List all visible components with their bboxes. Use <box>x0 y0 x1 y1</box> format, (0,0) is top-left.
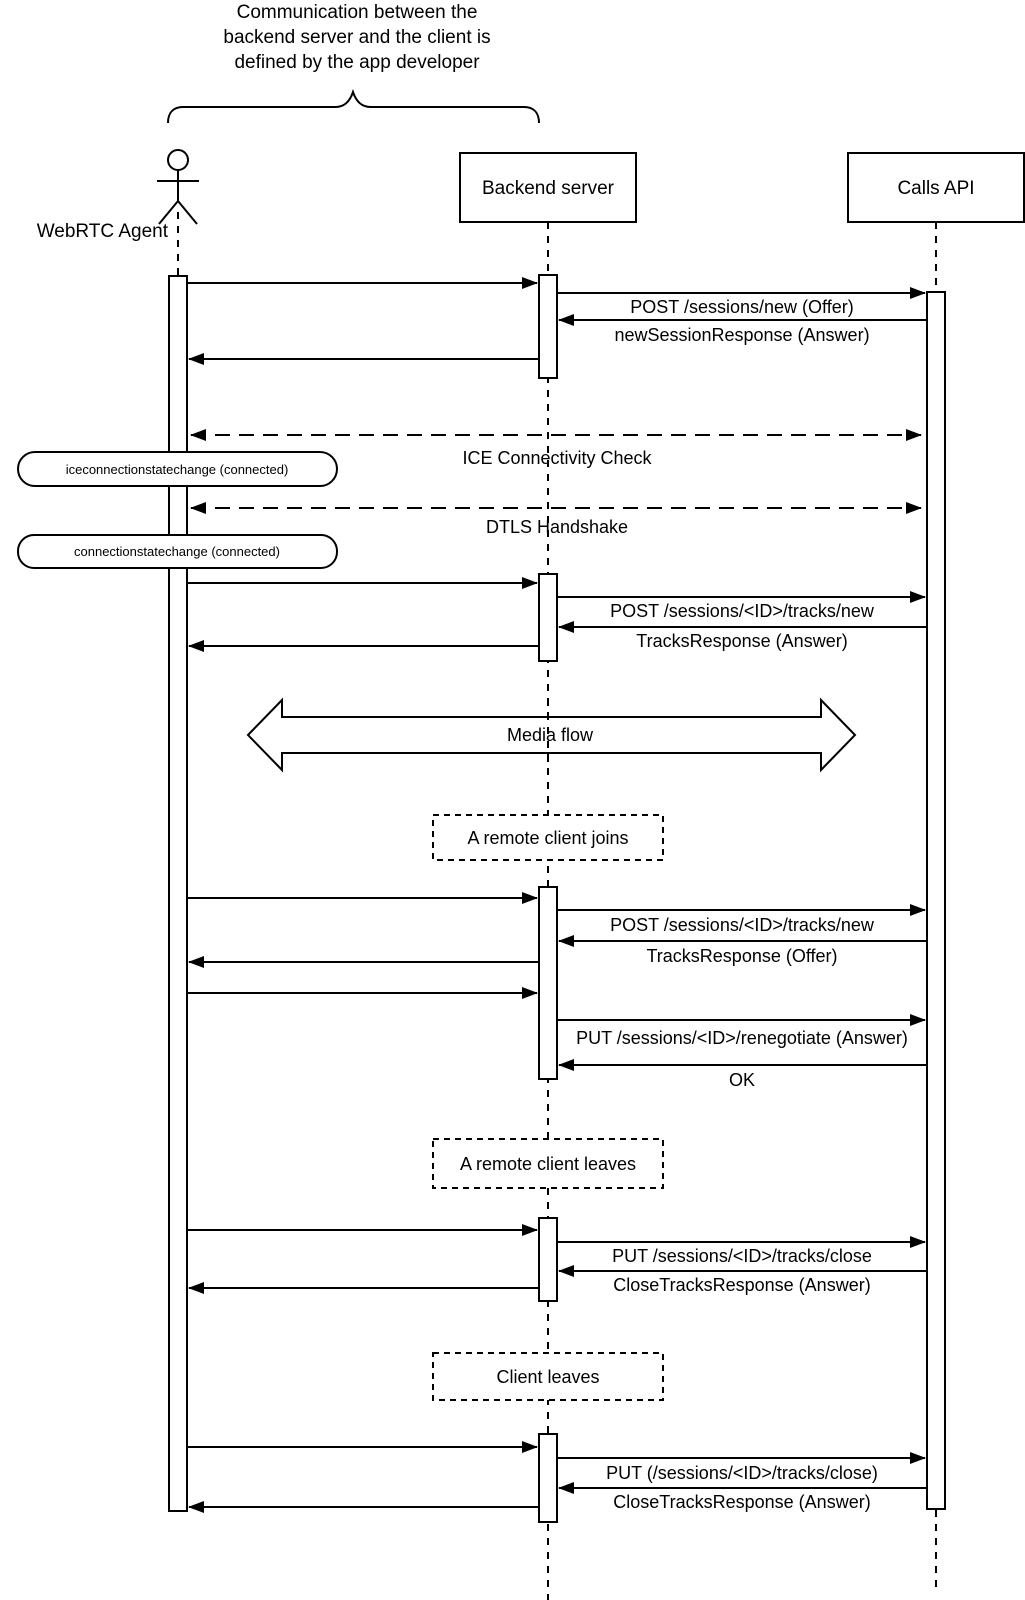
msg-ice-check: ICE Connectivity Check <box>462 448 652 468</box>
actor-head <box>168 150 188 170</box>
participant-agent <box>37 150 199 242</box>
backend-label: Backend server <box>481 178 615 199</box>
backend-activation-4 <box>539 1218 557 1301</box>
msg-tracks-response-answer: TracksResponse (Answer) <box>636 631 848 651</box>
annotation-line-3: defined by the app developer <box>234 52 480 73</box>
msg-put-tracks-close-1: PUT /sessions/<ID>/tracks/close <box>612 1246 872 1266</box>
msg-post-tracks-new-2: POST /sessions/<ID>/tracks/new <box>610 915 874 935</box>
event-iceconnectionstatechange <box>18 452 337 486</box>
media-flow-label: Media flow <box>506 725 594 745</box>
note-remote-client-leaves <box>433 1139 663 1188</box>
actor-leg-right <box>178 201 197 224</box>
backend-activation-2 <box>539 574 557 661</box>
brace <box>168 92 539 123</box>
participant-backend <box>460 153 636 222</box>
msg-dtls-handshake: DTLS Handshake <box>485 517 629 537</box>
backend-activation-5 <box>539 1434 557 1522</box>
event-connectionstatechange <box>18 535 337 568</box>
msg-close-tracks-response-1: CloseTracksResponse (Answer) <box>613 1275 871 1295</box>
note-leaves-label: A remote client leaves <box>459 1154 637 1174</box>
event-pill-2-label: connectionstatechange (connected) <box>74 544 280 559</box>
note-client-leaves-label: Client leaves <box>496 1367 600 1387</box>
msg-ok: OK <box>728 1070 756 1090</box>
note-remote-client-joins <box>433 815 663 860</box>
msg-put-renegotiate: PUT /sessions/<ID>/renegotiate (Answer) <box>576 1028 908 1048</box>
participant-calls-api <box>848 153 1024 222</box>
event-pill-1-label: iceconnectionstatechange (connected) <box>65 462 289 477</box>
media-flow-arrow <box>248 699 855 771</box>
msg-tracks-response-offer: TracksResponse (Offer) <box>646 946 838 966</box>
annotation-note <box>168 2 539 123</box>
calls-api-label: Calls API <box>897 178 975 199</box>
agent-label: WebRTC Agent <box>36 221 168 242</box>
note-joins-label: A remote client joins <box>467 828 629 848</box>
msg-put-tracks-close-2: PUT (/sessions/<ID>/tracks/close) <box>606 1463 878 1483</box>
msg-post-tracks-new-1: POST /sessions/<ID>/tracks/new <box>610 601 874 621</box>
annotation-line-2: backend server and the client is <box>223 27 491 48</box>
msg-post-sessions-new: POST /sessions/new (Offer) <box>630 297 854 317</box>
annotation-line-1: Communication between the <box>236 2 478 23</box>
note-client-leaves <box>433 1353 663 1400</box>
msg-close-tracks-response-2: CloseTracksResponse (Answer) <box>613 1492 871 1512</box>
backend-activation-1 <box>539 275 557 378</box>
calls-activation <box>927 292 945 1509</box>
backend-activation-3 <box>539 887 557 1079</box>
msg-new-session-response: newSessionResponse (Answer) <box>614 325 870 345</box>
